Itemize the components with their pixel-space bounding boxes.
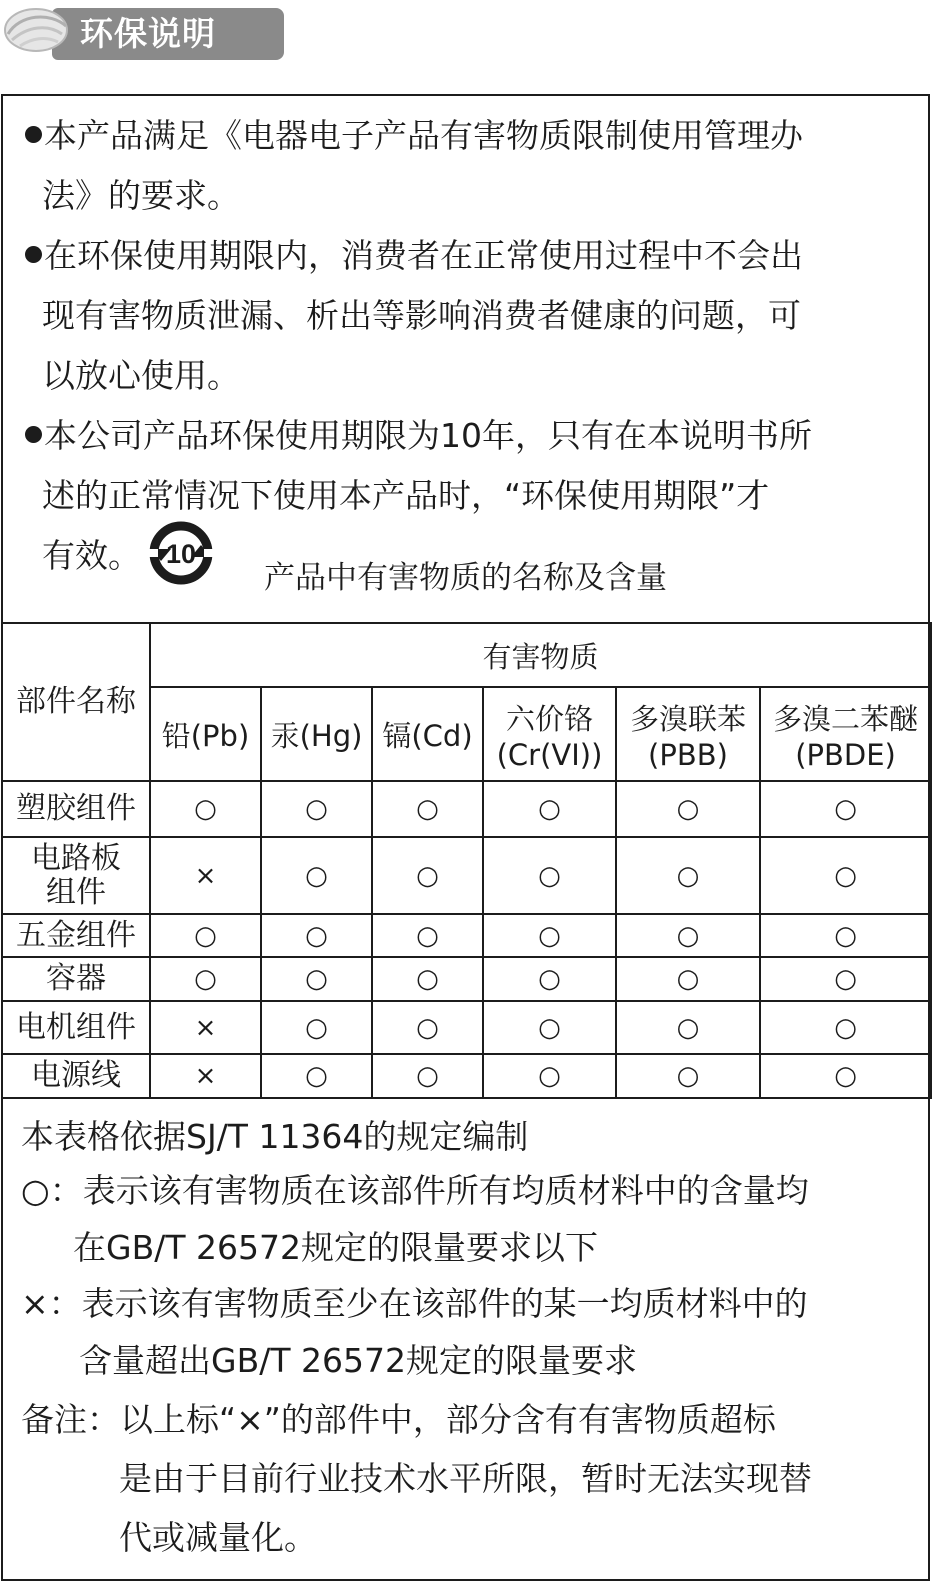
table-basis-note: 本表格依据SJ/T 11364的规定编制 xyxy=(21,1117,529,1156)
hg-value: ○ xyxy=(261,837,372,914)
part-name-cell: 容器 xyxy=(2,957,150,1001)
table-row-power-cord xyxy=(2,1054,931,1098)
pbb-value: ○ xyxy=(616,1001,760,1054)
part-name-cell: 五金组件 xyxy=(2,914,150,957)
table-title: 产品中有害物质的名称及含量 xyxy=(264,560,667,596)
hazardous-substance-header: 有害物质 xyxy=(150,623,931,687)
cd-value: ○ xyxy=(372,837,483,914)
column-header-pb: 铅(Pb) xyxy=(150,687,261,781)
cr6-value: ○ xyxy=(483,1054,616,1098)
part-name-header: 部件名称 xyxy=(2,623,150,781)
circle-legend-line-2: 在GB/T 26572规定的限量要求以下 xyxy=(73,1228,598,1267)
part-name-cell: 电源线 xyxy=(2,1054,150,1098)
leaf-logo-icon xyxy=(0,0,80,62)
pb-value: ○ xyxy=(150,957,261,1001)
cd-value: ○ xyxy=(372,1001,483,1054)
intro-item-3-line-1: 本公司产品环保使用期限为10年，只有在本说明书所 xyxy=(25,406,920,466)
column-header-pbb: 多溴联苯 (PBB) xyxy=(616,687,760,781)
section-header xyxy=(0,0,284,62)
intro-item-2-line-3: 以放心使用。 xyxy=(42,356,240,395)
pb-value: × xyxy=(150,1001,261,1054)
cr6-value: ○ xyxy=(483,781,616,837)
column-header-cd: 镉(Cd) xyxy=(372,687,483,781)
column-header-hg: 汞(Hg) xyxy=(261,687,372,781)
cross-legend-line-2: 含量超出GB/T 26572规定的限量要求 xyxy=(79,1341,637,1380)
bullet-icon xyxy=(25,246,42,263)
hazardous-substance-table xyxy=(1,622,932,1099)
bullet-icon xyxy=(25,126,42,143)
intro-item-1-line-1: 本产品满足《电器电子产品有害物质限制使用管理办 xyxy=(25,106,920,166)
part-name-cell: 电路板 组件 xyxy=(2,837,150,914)
pbde-value: ○ xyxy=(760,781,931,837)
pb-value: ○ xyxy=(150,914,261,957)
pbde-value: ○ xyxy=(760,1054,931,1098)
table-row-plastic-parts xyxy=(2,781,931,837)
part-name-cell: 电机组件 xyxy=(2,1001,150,1054)
pbde-value: ○ xyxy=(760,837,931,914)
table-header-row-1 xyxy=(2,623,931,687)
cr6-value: ○ xyxy=(483,914,616,957)
hg-value: ○ xyxy=(261,957,372,1001)
environmental-statement-box xyxy=(1,94,930,1581)
pbde-value: ○ xyxy=(760,957,931,1001)
cross-legend-line-1: ×：表示该有害物质至少在该部件的某一均质材料中的 xyxy=(21,1284,808,1323)
intro-item-3-line-2: 述的正常情况下使用本产品时，“环保使用期限”才 xyxy=(42,476,770,515)
cd-value: ○ xyxy=(372,914,483,957)
table-row-motor xyxy=(2,1001,931,1054)
intro-item-2-line-2: 现有害物质泄漏、析出等影响消费者健康的问题，可 xyxy=(42,296,801,335)
cd-value: ○ xyxy=(372,1054,483,1098)
table-notes xyxy=(21,1110,921,1567)
bullet-icon xyxy=(25,426,42,443)
epup-logo-number: 10 xyxy=(165,538,197,569)
hg-value: ○ xyxy=(261,1001,372,1054)
intro-item-2-line-1: 在环保使用期限内，消费者在正常使用过程中不会出 xyxy=(25,226,920,286)
column-header-cr6: 六价铬 (Cr(VI)) xyxy=(483,687,616,781)
cr6-value: ○ xyxy=(483,957,616,1001)
part-name-cell: 塑胶组件 xyxy=(2,781,150,837)
cr6-value: ○ xyxy=(483,1001,616,1054)
cd-value: ○ xyxy=(372,957,483,1001)
hg-value: ○ xyxy=(261,781,372,837)
cd-value: ○ xyxy=(372,781,483,837)
pbb-value: ○ xyxy=(616,781,760,837)
pbb-value: ○ xyxy=(616,957,760,1001)
hg-value: ○ xyxy=(261,1054,372,1098)
table-row-hardware xyxy=(2,914,931,957)
pbb-value: ○ xyxy=(616,1054,760,1098)
intro-item-3-line-3: 有效。 10 xyxy=(25,526,920,586)
hg-value: ○ xyxy=(261,914,372,957)
section-title: 环保说明 xyxy=(80,14,216,53)
pbb-value: ○ xyxy=(616,914,760,957)
pbde-value: ○ xyxy=(760,1001,931,1054)
table-row-container xyxy=(2,957,931,1001)
cr6-value: ○ xyxy=(483,837,616,914)
intro-text xyxy=(25,106,920,586)
circle-legend-line-1: ○：表示该有害物质在该部件所有均质材料中的含量均 xyxy=(21,1171,809,1210)
remark-line-2: 是由于目前行业技术水平所限，暂时无法实现替 xyxy=(119,1459,812,1498)
pbb-value: ○ xyxy=(616,837,760,914)
pbde-value: ○ xyxy=(760,914,931,957)
remark-line-1: 备注：以上标“×”的部件中，部分含有有害物质超标 xyxy=(21,1400,776,1439)
table-row-circuit-board xyxy=(2,837,931,914)
pb-value: ○ xyxy=(150,781,261,837)
pb-value: × xyxy=(150,1054,261,1098)
intro-item-1-line-2: 法》的要求。 xyxy=(42,176,240,215)
pb-value: × xyxy=(150,837,261,914)
column-header-pbde: 多溴二苯醚 (PBDE) xyxy=(760,687,931,781)
remark-line-3: 代或减量化。 xyxy=(119,1518,317,1557)
